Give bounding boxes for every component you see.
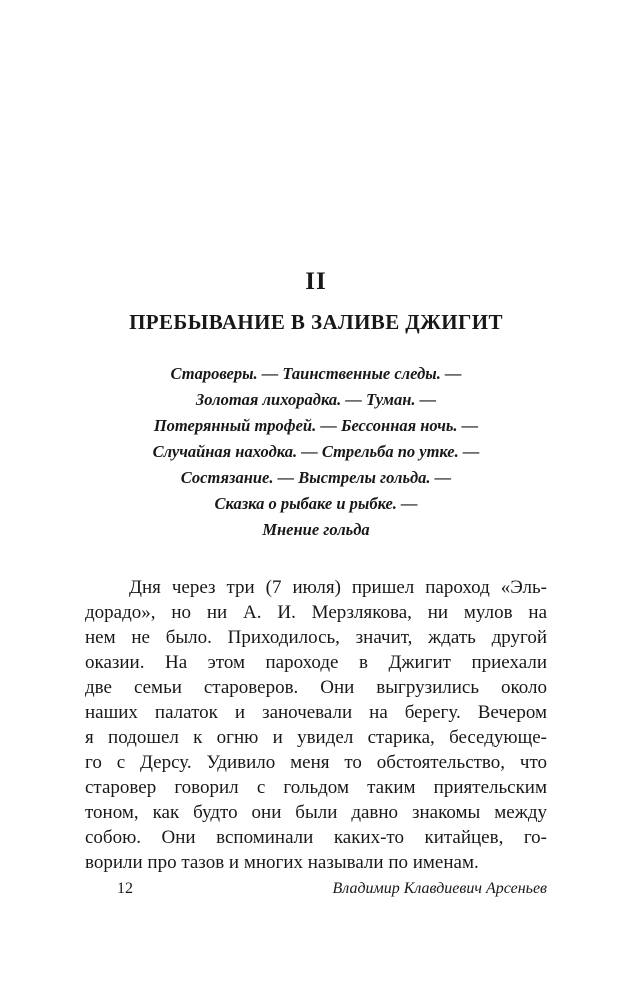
- body-paragraph: [85, 575, 547, 875]
- body-line: собою. Они вспоминали каких-то китайцев, го-: [85, 827, 547, 848]
- epigraph-line: Мнение гольда: [262, 520, 370, 539]
- epigraph-line: Состязание. — Выстрелы гольда. —: [180, 468, 452, 487]
- page-content: [85, 0, 547, 875]
- page-number: 12: [117, 880, 133, 897]
- body-line: старовер говорил с гольдом таким приятельским: [85, 777, 547, 798]
- epigraph-line: Золотая лихорадка. — Туман. —: [195, 390, 437, 409]
- epigraph-line: Сказка о рыбаке и рыбке. —: [214, 494, 418, 513]
- epigraph-line: Староверы. — Таинственные следы. —: [170, 364, 462, 383]
- body-line: оказии. На этом пароходе в Джигит приехали: [85, 652, 547, 673]
- body-line: две семьи староверов. Они выгрузились около: [85, 677, 547, 698]
- body-line: тоном, как будто они были давно знакомы между: [85, 802, 547, 823]
- epigraph-line: Потерянный трофей. — Бессонная ночь. —: [153, 416, 479, 435]
- body-line: нем не было. Приходилось, значит, ждать другой: [85, 627, 547, 648]
- body-line: дорадо», но ни А. И. Мерзлякова, ни мулов на: [85, 602, 547, 623]
- epigraph-line: Случайная находка. — Стрельба по утке. —: [152, 442, 480, 461]
- author-name: Владимир Клавдиевич Арсеньев: [332, 880, 547, 897]
- body-line: я подошел к огню и увидел старика, беседующе-: [85, 727, 547, 748]
- body-line: Дня через три (7 июля) пришел пароход «Эль-: [129, 577, 547, 598]
- chapter-epigraph: [85, 361, 547, 543]
- chapter-title: ПРЕБЫВАНИЕ В ЗАЛИВЕ ДЖИГИТ: [129, 310, 503, 334]
- body-line: го с Дерсу. Удивило меня то обстоятельство, что: [85, 752, 547, 773]
- chapter-number: II: [305, 268, 327, 295]
- page-footer: [85, 880, 547, 898]
- body-line: наших палаток и заночевали на берегу. Вечером: [85, 702, 547, 723]
- body-line: ворили про тазов и многих называли по именам.: [85, 852, 479, 873]
